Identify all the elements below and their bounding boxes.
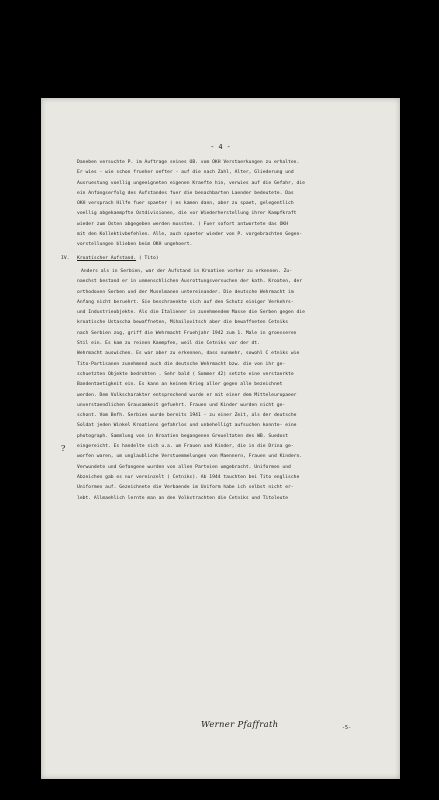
text-line: Ausruestung voellig ungeeigneten eigenen Kraefte hin, verwies auf die Gefahr, die xyxy=(77,180,305,186)
section-subtitle: ( Tito) xyxy=(138,255,159,261)
text-line: Soldat jeden Winkel Kroatiens gefahrlos und unbehelligt aufsuchen konnte- eine xyxy=(77,423,297,429)
text-line: Verwundete und Gefangene wurden von allen Parteien umgebracht. Uniformen und xyxy=(77,464,291,470)
next-page-number: -5- xyxy=(342,725,352,731)
text-line: Uniformen auf. Gezeichnete die Verbaende im Uniform habe ich selbst nicht er- xyxy=(77,485,294,491)
text-line: ein Anfangserfolg des Aufstandes fuer die benachbarten Laender bedeutete. Das xyxy=(77,190,294,196)
text-line: worfen waren, um unglaubliche Verstuemmelungen von Maennern, Frauen und Kindern. xyxy=(77,454,303,460)
section-title: Kroatischer Aufstand. xyxy=(77,255,137,261)
text-line: OKH versprach Hilfe fuer spaeter ( es kamen dann, aber zu spaet, gelegentlich xyxy=(77,201,294,207)
section-number: IV. xyxy=(61,255,70,261)
text-line: eingereicht. Es handelte sich u.a. um Frauen und Kinder, die in die Drina ge- xyxy=(77,444,294,450)
text-line: naechst bestand er in unmenschlichen Ausrottungsversuchen der kath. Kroaten, der xyxy=(77,279,303,285)
text-line: Stil ein. Es kam zu reinen Kaempfen, weil die Cetniks vor der dt. xyxy=(77,341,260,347)
text-line: lebt. Allmaehlich lernte man an den Volkstrachten die Cetniks und Titoleute xyxy=(77,495,289,501)
text-line: schont. Vom Befh. Serbien wurde bereits 1941 - zu einer Zeit, als der deutsche xyxy=(77,413,297,419)
section-heading xyxy=(61,254,389,264)
handwritten-signature: Werner Pfaffrath xyxy=(201,720,279,730)
text-line: unverstaendlichen Grausamkeit gefuehrt. Frauen und Kinder wurden nicht ge- xyxy=(77,402,286,408)
text-line: Wehrmacht auswichen. Es war aber zu erkennen, dass nunmehr, sowohl C etniks wie xyxy=(77,351,300,357)
text-line: voellig abgekaempfte Ostdivisionen, die vor Wiederherstellung ihrer Kampfkraft xyxy=(77,211,297,217)
text-line: Anders als in Serbien, war der Aufstand in Kroatien vorher zu erkennen. Zu- xyxy=(81,268,293,274)
text-line: Daneben versuchte P. im Auftrage seines OB. vom OKH Verstaerkungen zu erhalten. xyxy=(77,160,300,165)
text-line: nach Serbien zog, griff die Wehrmacht Fruehjahr 1942 zum 1. Male in groesseren xyxy=(77,330,297,336)
page-number: - 4 - xyxy=(210,143,231,151)
text-line: vorstellungen blieben beim OKH ungehoert. xyxy=(77,242,193,248)
text-line: wieder zum Osten abgegeben werden mussten. ) Fuer sofort antwortete das OKH xyxy=(77,221,289,227)
text-line: Anfang nicht beruehrt. Sie beschraenkte sich auf den Schutz einiger Verkehrs- xyxy=(77,299,294,305)
text-line: photograph. Sammlung von in Kroatien begangenen Greueltaten des WB. Suedost xyxy=(77,433,289,439)
text-line: mit den Kollektivbefehlen. Alle, auch spaeter wieder von P. vorgebrachten Gegen- xyxy=(77,232,303,238)
typed-text-body xyxy=(61,158,389,504)
text-line: Bandentaetigkeit ein. Es kann an keinem Krieg aller gegen alle bezeichnet xyxy=(77,382,283,388)
text-line: schuetzten Objekte bedrohten . Sehr bald ( Sommer 42) setzte eine verstaerkte xyxy=(77,371,294,377)
text-line: Abzeichen gab es nur vereinzelt ( Cetniks). Ab 1944 tauchten bei Tito englische xyxy=(77,474,300,480)
text-line: orthodoxen Serben und der Muselmanen untereinander. Die deutsche Wehrmacht im xyxy=(77,289,294,295)
margin-question-mark: ? xyxy=(61,444,66,453)
text-line: Er wies - wie schon frueher oefter - auf die nach Zahl, Alter, Gliederung und xyxy=(77,170,294,176)
text-line: werden. Dem Volkscharakter entsprechend wurde er mit einer dem Mitteleuropaeer xyxy=(77,392,297,398)
text-line: kroatische Ustascha bewaffneten, Mihailovitsch aber die bewaffneten Cetniks xyxy=(77,320,289,326)
text-line: und Industrieobjekte. Als die Italiener in zunehmendem Masse die Serben gegen die xyxy=(77,310,305,316)
document-page xyxy=(41,98,400,779)
text-line: Tito-Partisanen zunehmend auch die deutsche Wehrmacht bzw. die von ihr ge- xyxy=(77,361,286,367)
